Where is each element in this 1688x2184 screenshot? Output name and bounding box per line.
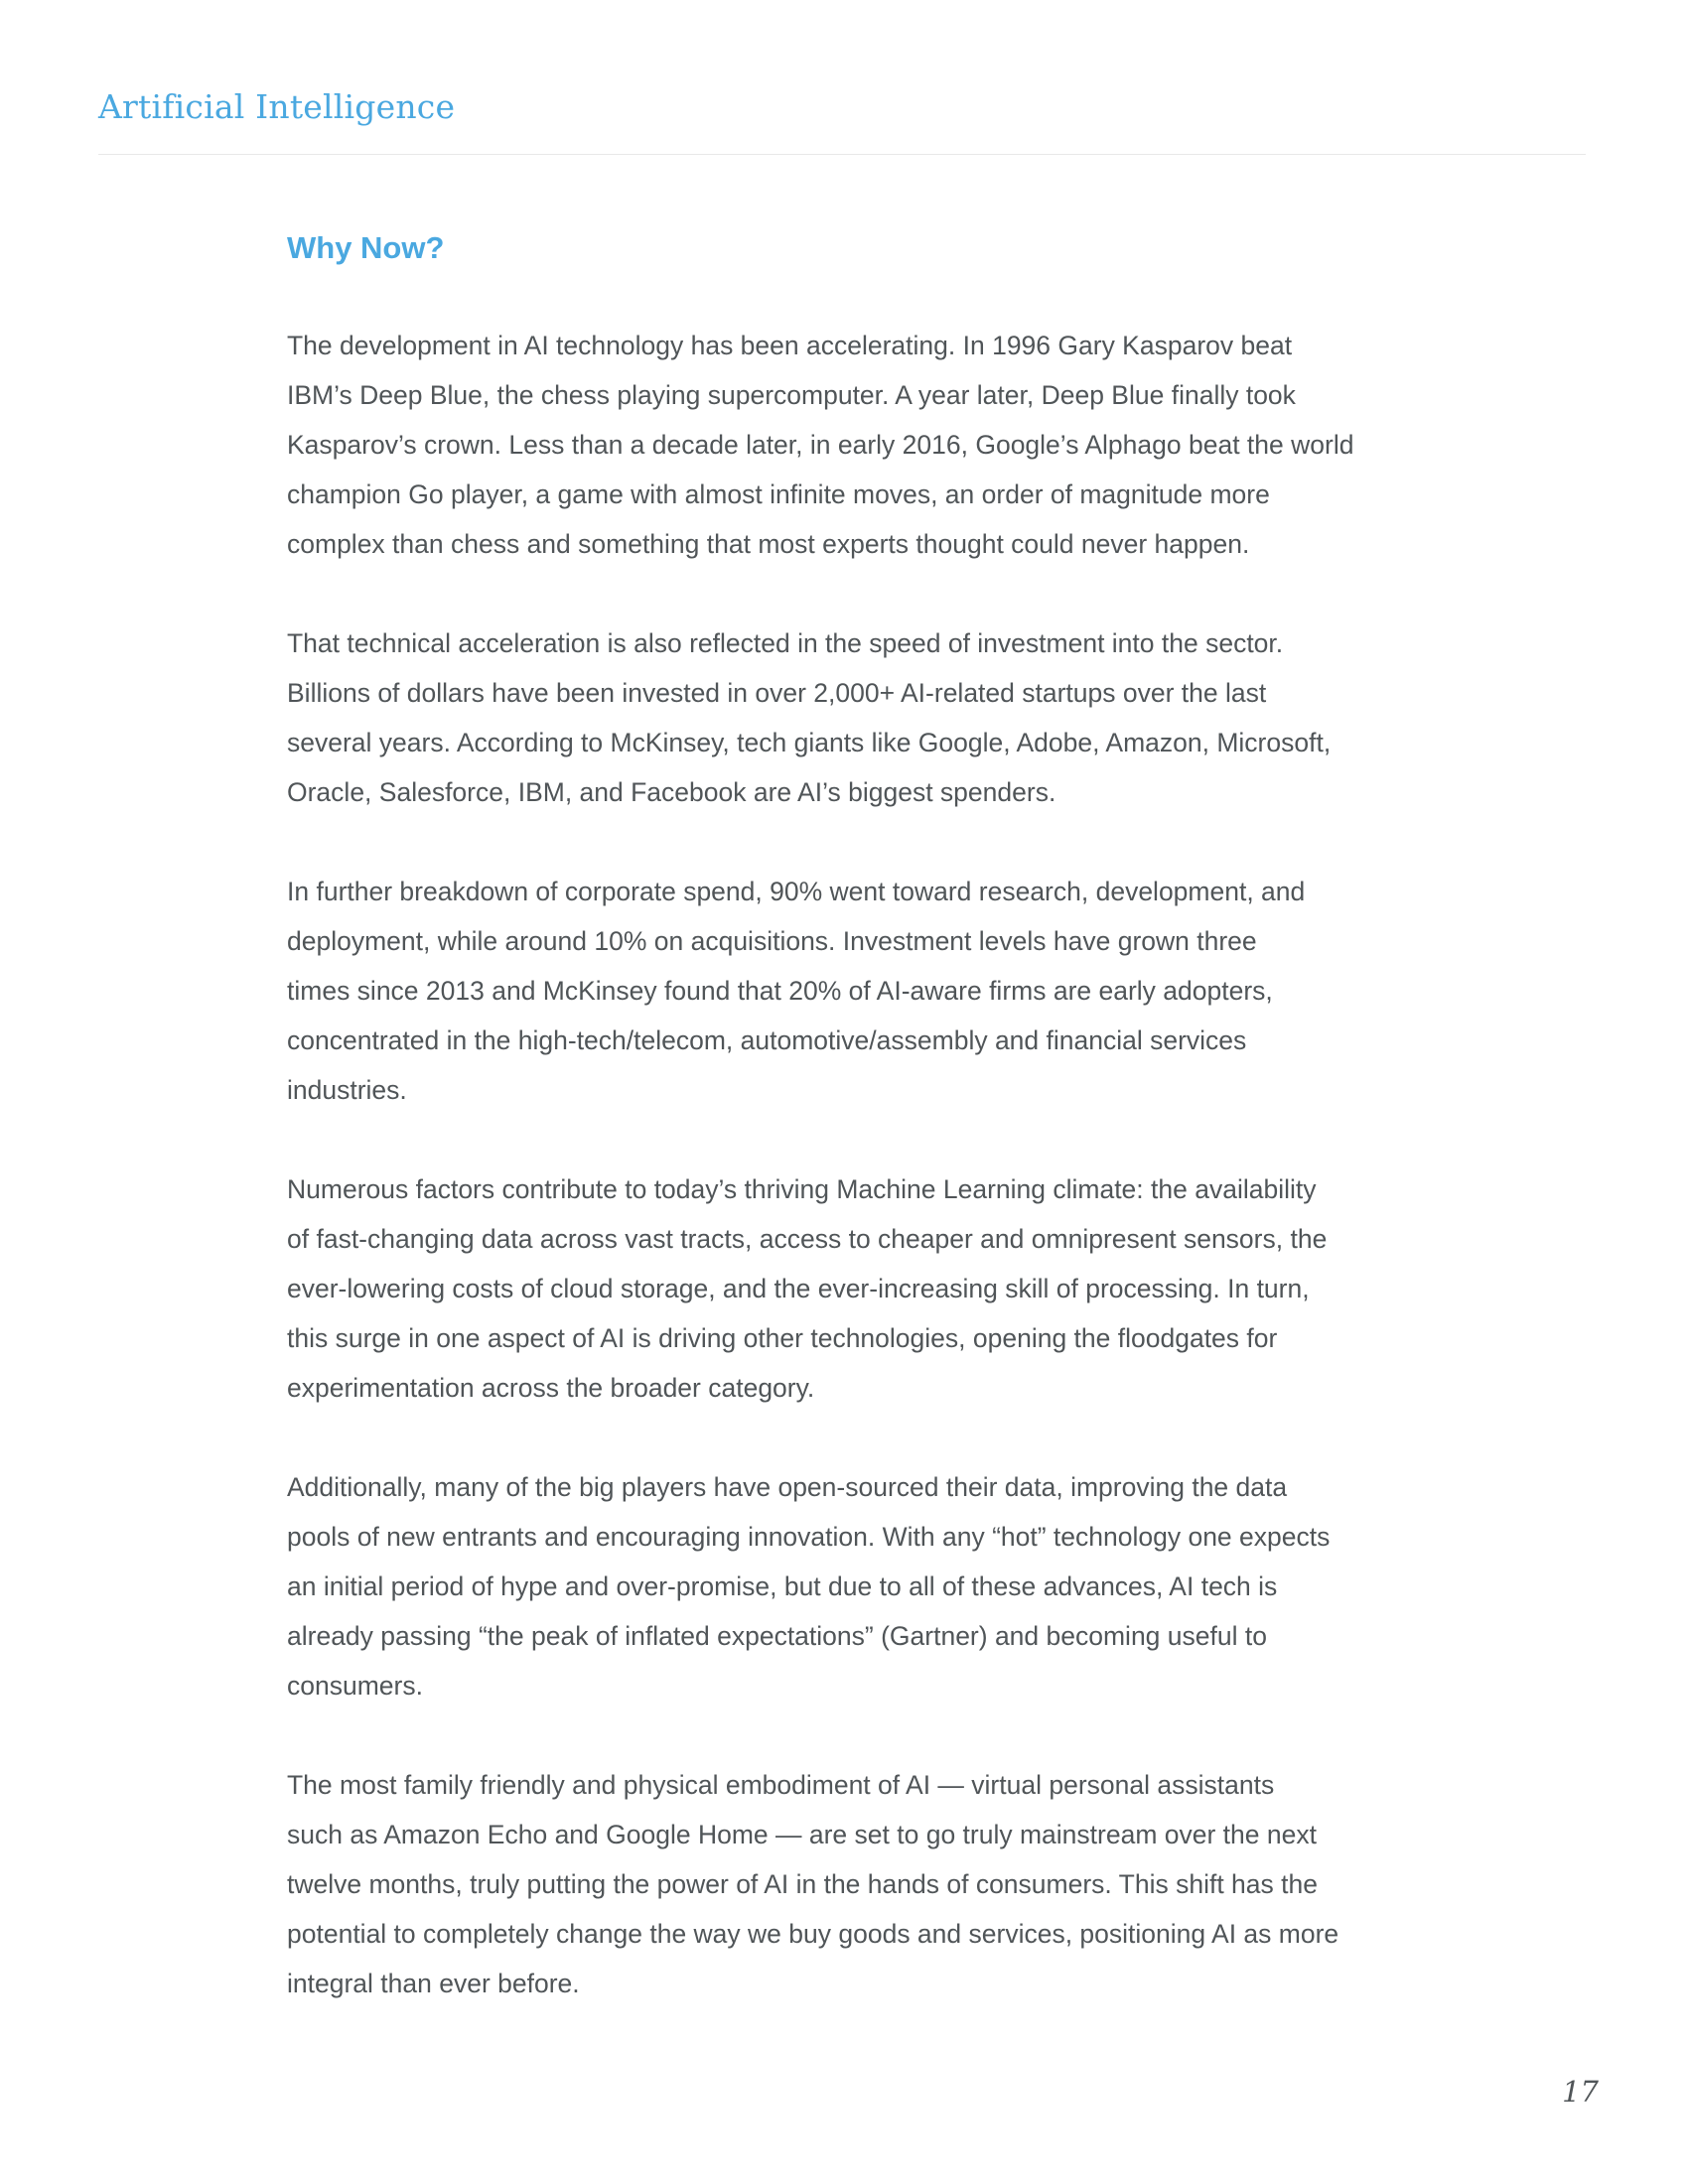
text-line: this surge in one aspect of AI is driving other technologies, opening the floodgates for [287, 1323, 1278, 1353]
text-line: such as Amazon Echo and Google Home — are set to go truly mainstream over the next [287, 1820, 1317, 1849]
paragraph-3 [287, 867, 1409, 1115]
section-title: Why Now? [287, 230, 445, 265]
text-line: Oracle, Salesforce, IBM, and Facebook are AI’s biggest spenders. [287, 777, 1056, 807]
text-line: IBM’s Deep Blue, the chess playing supercomputer. A year later, Deep Blue finally took [287, 380, 1296, 410]
text-line: Kasparov’s crown. Less than a decade later, in early 2016, Google’s Alphago beat the world [287, 430, 1354, 460]
running-header-title: Artificial Intelligence [98, 87, 456, 126]
paragraph-2 [287, 618, 1409, 817]
text-line: ever-lowering costs of cloud storage, and the ever-increasing skill of processing. In turn, [287, 1274, 1310, 1303]
paragraph-4 [287, 1164, 1409, 1413]
text-line: an initial period of hype and over-promise, but due to all of these advances, AI tech is [287, 1571, 1278, 1601]
text-line: several years. According to McKinsey, tech giants like Google, Adobe, Amazon, Microsoft, [287, 728, 1332, 757]
text-line: That technical acceleration is also reflected in the speed of investment into the sector. [287, 628, 1284, 658]
text-line: times since 2013 and McKinsey found that 20% of AI-aware firms are early adopters, [287, 976, 1273, 1006]
text-line: already passing “the peak of inflated expectations” (Gartner) and becoming useful to [287, 1621, 1267, 1651]
header-divider [98, 154, 1586, 155]
text-line: integral than ever before. [287, 1969, 580, 1998]
text-line: potential to completely change the way we buy goods and services, positioning AI as more [287, 1919, 1339, 1949]
text-line: complex than chess and something that most experts thought could never happen. [287, 529, 1250, 559]
paragraph-1 [287, 321, 1409, 569]
text-line: pools of new entrants and encouraging innovation. With any “hot” technology one expects [287, 1522, 1331, 1552]
text-line: concentrated in the high-tech/telecom, automotive/assembly and financial services [287, 1025, 1247, 1055]
text-line: In further breakdown of corporate spend, 90% went toward research, development, and [287, 877, 1306, 906]
text-line: champion Go player, a game with almost infinite moves, an order of magnitude more [287, 479, 1270, 509]
text-line: Billions of dollars have been invested in over 2,000+ AI-related startups over the last [287, 678, 1267, 708]
text-line: Numerous factors contribute to today’s thriving Machine Learning climate: the availability [287, 1174, 1317, 1204]
text-line: twelve months, truly putting the power of AI in the hands of consumers. This shift has the [287, 1869, 1318, 1899]
text-line: experimentation across the broader category. [287, 1373, 815, 1403]
text-line: industries. [287, 1075, 407, 1105]
body-text [287, 321, 1409, 2058]
paragraph-6 [287, 1760, 1409, 2008]
text-line: consumers. [287, 1671, 423, 1701]
text-line: of fast-changing data across vast tracts, access to cheaper and omnipresent sensors, the [287, 1224, 1328, 1254]
page-number: 17 [1562, 2075, 1599, 2109]
text-line: The most family friendly and physical embodiment of AI — virtual personal assistants [287, 1770, 1275, 1800]
paragraph-5 [287, 1462, 1409, 1710]
text-line: deployment, while around 10% on acquisitions. Investment levels have grown three [287, 926, 1257, 956]
text-line: Additionally, many of the big players have open-sourced their data, improving the data [287, 1472, 1288, 1502]
text-line: The development in AI technology has been accelerating. In 1996 Gary Kasparov beat [287, 331, 1293, 360]
